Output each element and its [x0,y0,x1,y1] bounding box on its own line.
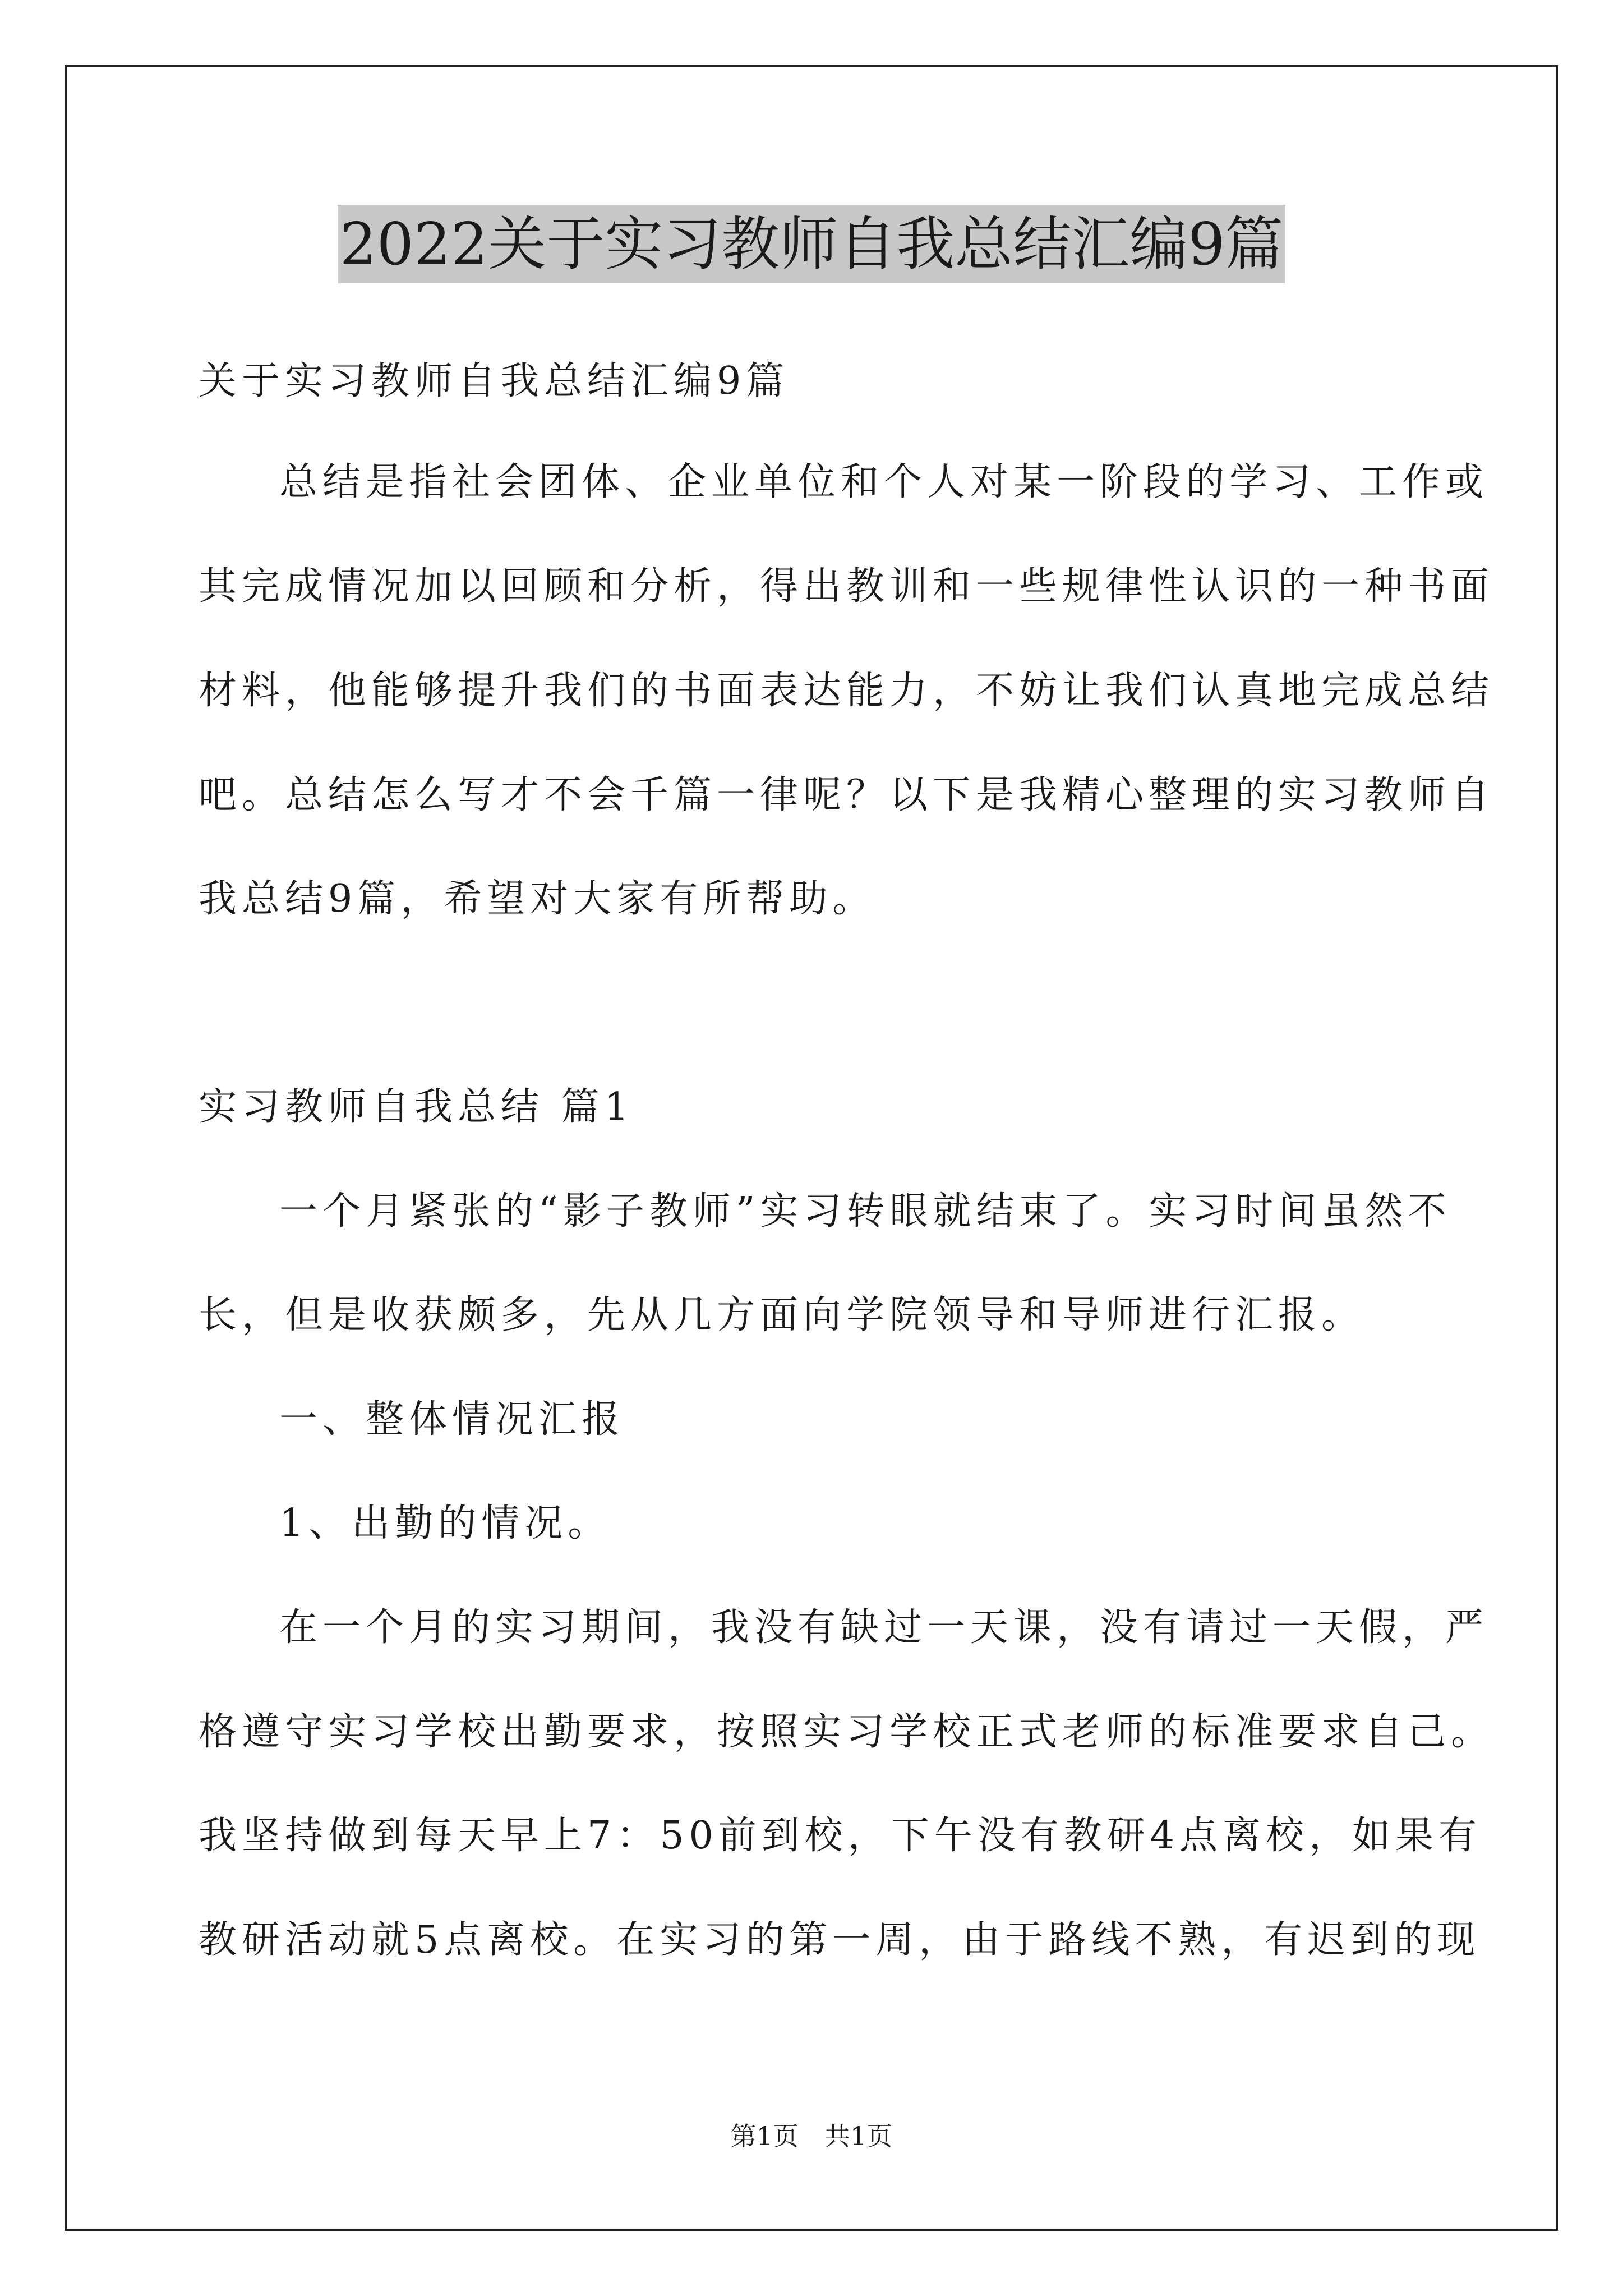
section-paragraph-line: 我坚持做到每天早上7：50前到校，下午没有教研4点离校，如果有 [199,1814,1482,1858]
intro-paragraph-line: 其完成情况加以回顾和分析，得出教训和一些规律性认识的一种书面 [199,564,1495,609]
document-title: 2022关于实习教师自我总结汇编9篇 [338,205,1286,283]
page-number: 第1页 共1页 [730,2121,893,2151]
section-paragraph-line: 长，但是收获颇多，先从几方面向学院领导和导师进行汇报。 [199,1293,1365,1337]
intro-paragraph-line: 材料，他能够提升我们的书面表达能力，不妨让我们认真地完成总结 [199,669,1495,713]
intro-paragraph-line: 我总结9篇，希望对大家有所帮助。 [199,877,876,921]
section-paragraph-line: 格遵守实习学校出勤要求，按照实习学校正式老师的标准要求自己。 [199,1710,1495,1754]
section-paragraph-line: 一个月紧张的“影子教师”实习转眼就结束了。实习时间虽然不 [279,1189,1451,1234]
section-heading: 实习教师自我总结 篇1 [199,1085,634,1129]
intro-paragraph-line: 吧。总结怎么写才不会千篇一律呢？以下是我精心整理的实习教师自 [199,773,1495,817]
document-title-wrapper [0,205,1623,289]
section-paragraph-line: 教研活动就5点离校。在实习的第一周，由于路线不熟，有迟到的现 [199,1918,1481,1962]
intro-paragraph-line: 总结是指社会团体、企业单位和个人对某一阶段的学习、工作或 [279,460,1489,504]
subheading-overall: 一、整体情况汇报 [279,1397,625,1442]
section-paragraph-line: 在一个月的实习期间，我没有缺过一天课，没有请过一天假，严 [279,1605,1489,1650]
document-subtitle: 关于实习教师自我总结汇编9篇 [199,359,790,403]
subheading-attendance: 1、出勤的情况。 [279,1501,611,1545]
